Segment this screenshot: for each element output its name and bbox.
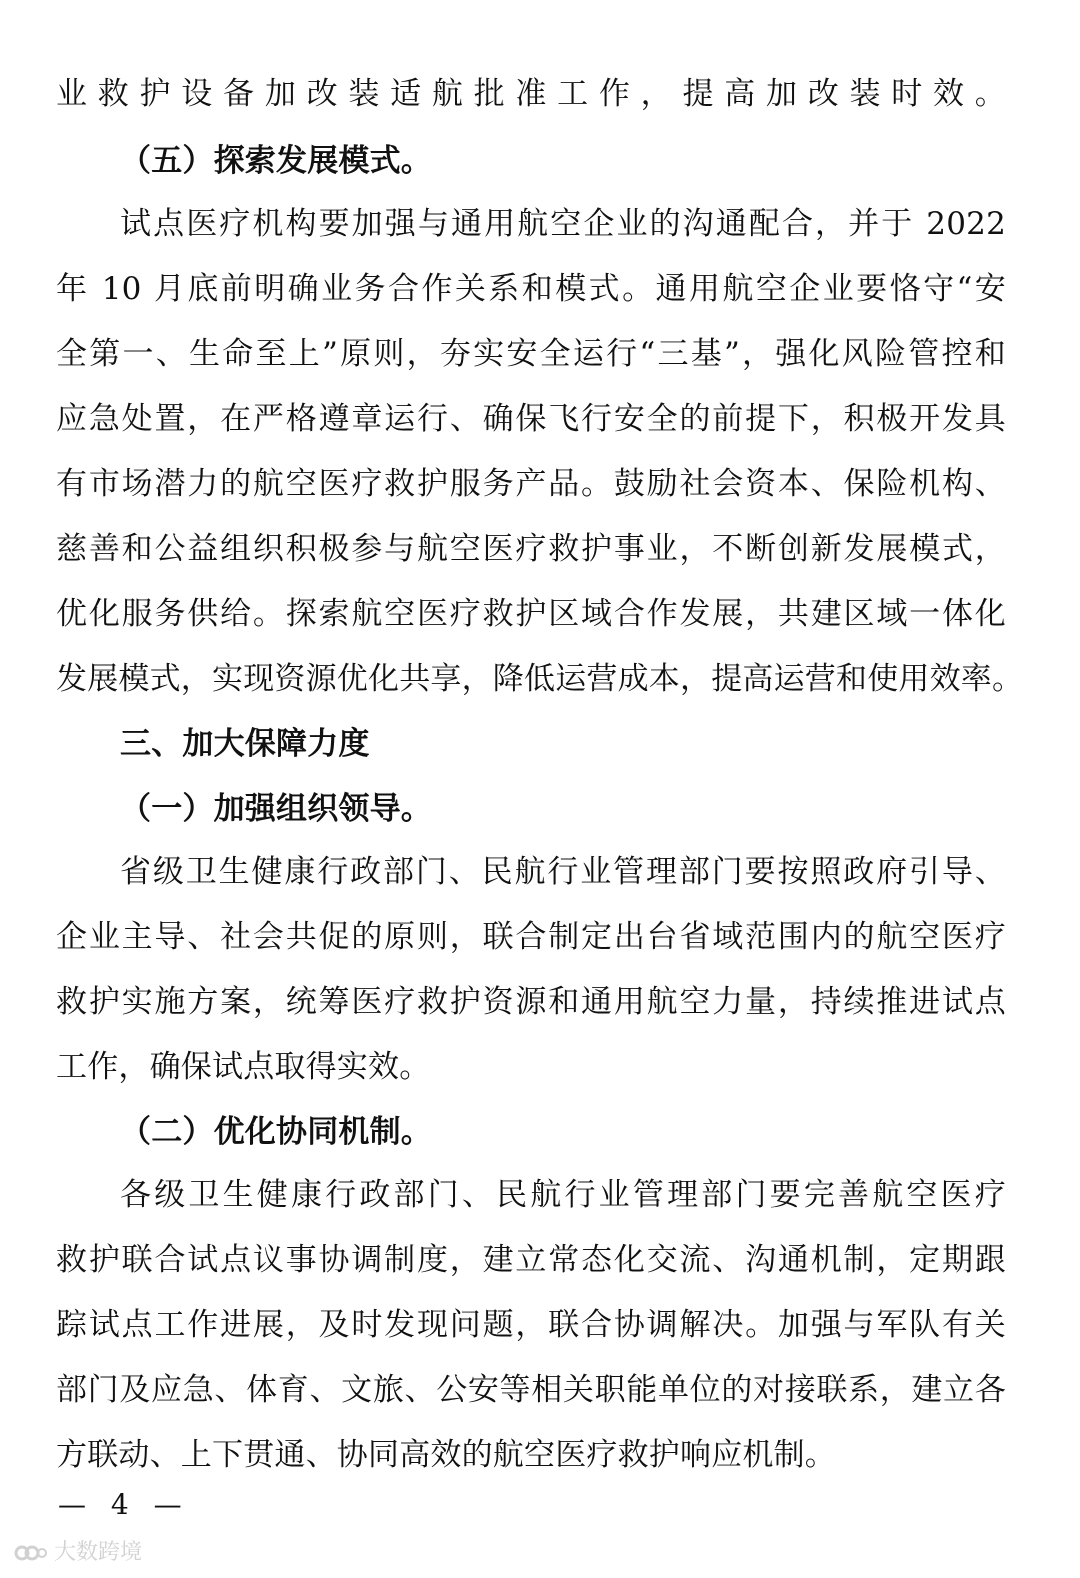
paragraph-line: 优化服务供给。探索航空医疗救护区域合作发展，共建区域一体化 bbox=[56, 596, 1006, 632]
paragraph-line: 救护联合试点议事协调制度，建立常态化交流、沟通机制，定期跟 bbox=[56, 1242, 1006, 1278]
paragraph-line: 试点医疗机构要加强与通用航空企业的沟通配合，并于 2022 bbox=[120, 206, 1006, 242]
section-heading: （一）加强组织领导。 bbox=[120, 791, 432, 827]
paragraph-line: 年 10 月底前明确业务合作关系和模式。通用航空企业要恪守“安 bbox=[56, 271, 1006, 307]
watermark-text: 大数跨境 bbox=[54, 1540, 143, 1565]
paragraph-line: 全第一、生命至上”原则，夯实安全运行“三基”，强化风险管控和 bbox=[56, 336, 1006, 372]
section-heading: （五）探索发展模式。 bbox=[120, 143, 432, 179]
paragraph-line: 慈善和公益组织积极参与航空医疗救护事业，不断创新发展模式， bbox=[56, 531, 1006, 567]
paragraph-line: 企业主导、社会共促的原则，联合制定出台省域范围内的航空医疗 bbox=[56, 919, 1006, 955]
paragraph-line: 省级卫生健康行政部门、民航行业管理部门要按照政府引导、 bbox=[120, 854, 1006, 890]
section-heading: （二）优化协同机制。 bbox=[120, 1114, 432, 1150]
paragraph-line: 方联动、上下贯通、协同高效的航空医疗救护响应机制。 bbox=[56, 1437, 836, 1473]
paragraph-line: 工作，确保试点取得实效。 bbox=[56, 1049, 431, 1085]
watermark bbox=[14, 1540, 142, 1566]
paragraph-line: 应急处置，在严格遵章运行、确保飞行安全的前提下，积极开发具 bbox=[56, 401, 1006, 437]
paragraph-line: 各级卫生健康行政部门、民航行业管理部门要完善航空医疗 bbox=[120, 1177, 1006, 1213]
paragraph-line: 发展模式，实现资源优化共享，降低运营成本，提高运营和使用效率。 bbox=[56, 661, 1024, 697]
major-section-heading: 三、加大保障力度 bbox=[120, 726, 370, 762]
paragraph-line: 踪试点工作进展，及时发现问题，联合协调解决。加强与军队有关 bbox=[56, 1307, 1006, 1343]
paragraph-line: 有市场潜力的航空医疗救护服务产品。鼓励社会资本、保险机构、 bbox=[56, 466, 1006, 502]
paragraph-line: 业救护设备加改装适航批准工作，提高加改装时效。 bbox=[56, 76, 1006, 112]
paragraph-line: 部门及应急、体育、文旅、公安等相关职能单位的对接联系，建立各 bbox=[56, 1372, 1006, 1408]
watermark-logo-icon bbox=[14, 1541, 48, 1565]
page-number: — 4 — bbox=[58, 1488, 190, 1521]
paragraph-line: 救护实施方案，统筹医疗救护资源和通用航空力量，持续推进试点 bbox=[56, 984, 1006, 1020]
